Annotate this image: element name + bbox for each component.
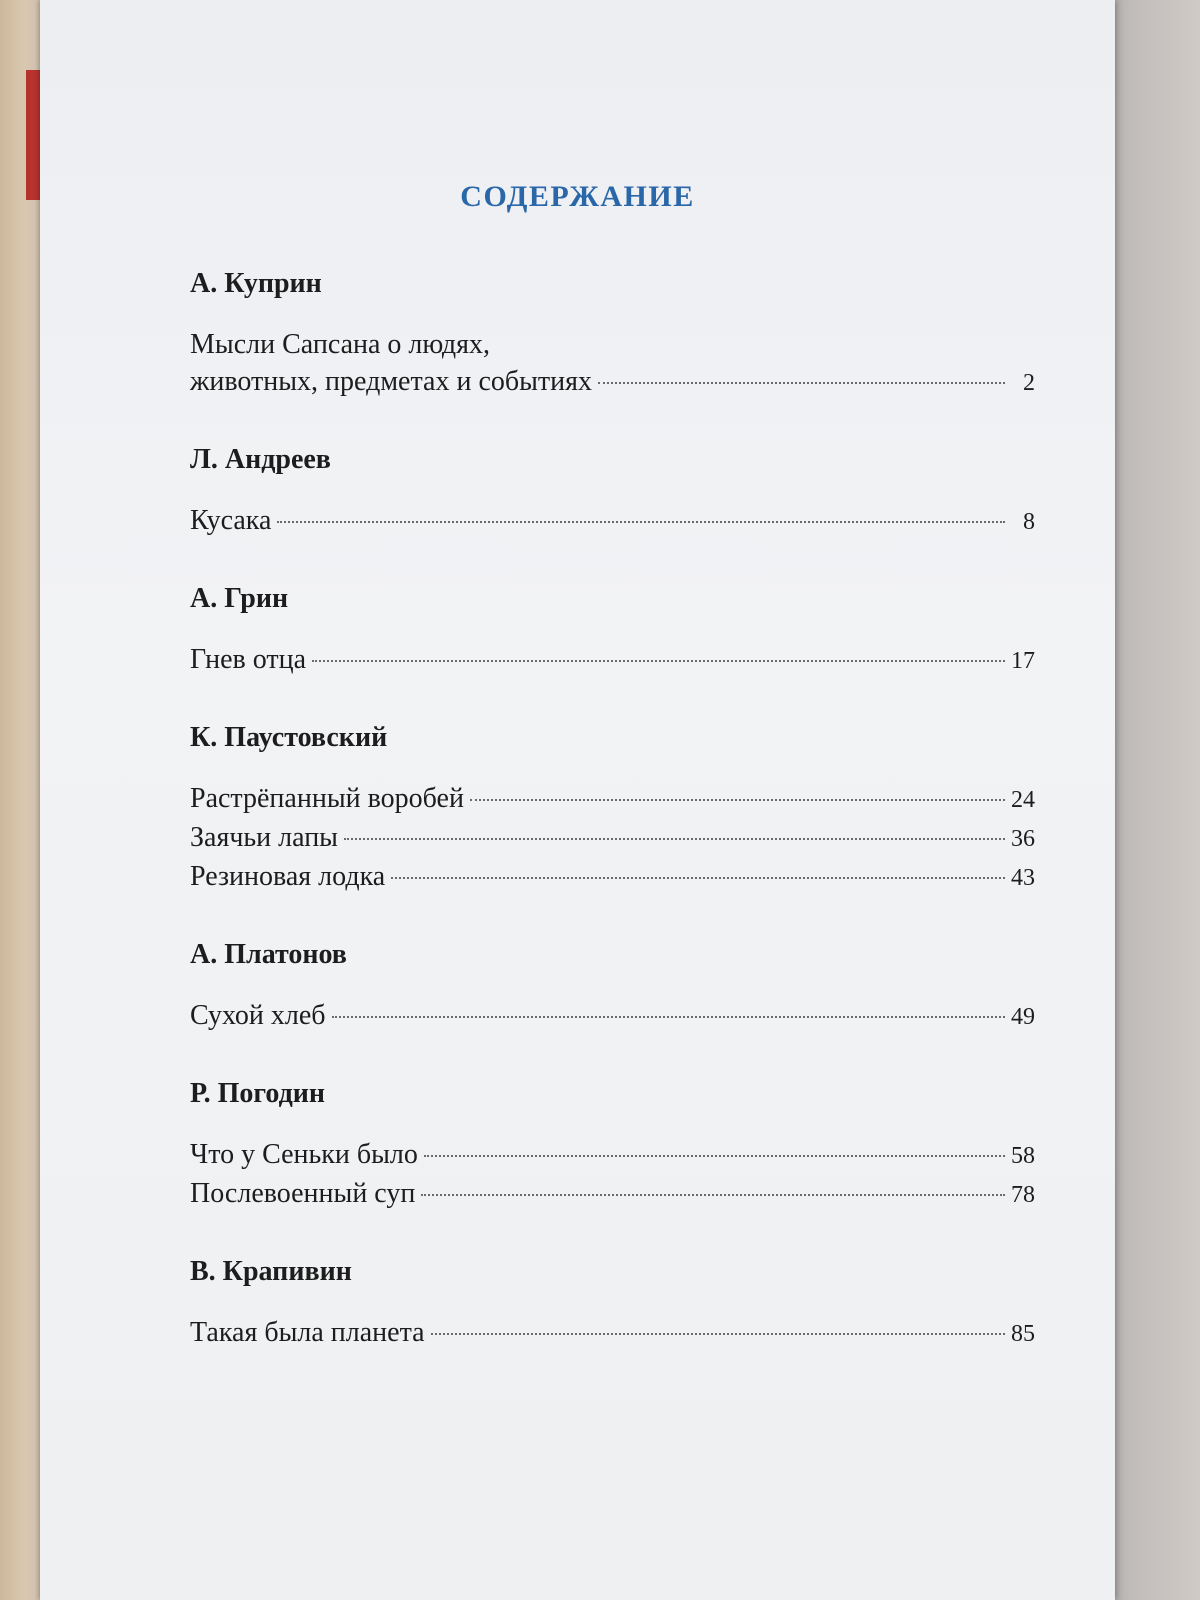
entry-title: животных, предметах и событиях bbox=[190, 366, 593, 397]
page-number: 36 bbox=[1011, 826, 1035, 852]
dot-leader bbox=[391, 877, 1005, 879]
entry-title: Сухой хлеб bbox=[190, 1000, 326, 1031]
toc-section bbox=[190, 266, 1035, 402]
author-name: В. Крапивин bbox=[190, 1256, 352, 1287]
entry-title: Послевоенный суп bbox=[190, 1178, 416, 1209]
author-name: Р. Погодин bbox=[190, 1078, 326, 1109]
page-number: 24 bbox=[1011, 787, 1035, 813]
page-number: 58 bbox=[1011, 1143, 1035, 1169]
toc-entry[interactable] bbox=[190, 1175, 1035, 1214]
page-number: 85 bbox=[1011, 1321, 1035, 1347]
page-number: 49 bbox=[1011, 1004, 1035, 1030]
page-number: 17 bbox=[1011, 648, 1035, 674]
dot-leader bbox=[277, 521, 1005, 523]
toc-entry[interactable] bbox=[190, 1314, 1035, 1353]
entry-title: Заячьи лапы bbox=[190, 822, 338, 853]
toc-entry[interactable] bbox=[190, 780, 1035, 819]
author-name: А. Куприн bbox=[190, 268, 322, 299]
toc-entry[interactable] bbox=[190, 1136, 1035, 1175]
dot-leader bbox=[312, 660, 1005, 662]
toc-entry[interactable] bbox=[190, 858, 1035, 897]
table-of-contents bbox=[190, 266, 1035, 1393]
toc-section bbox=[190, 1254, 1035, 1353]
dot-leader bbox=[431, 1333, 1005, 1335]
author-name: А. Грин bbox=[190, 583, 289, 614]
toc-section bbox=[190, 1076, 1035, 1214]
book-page bbox=[40, 0, 1115, 1600]
entry-title: Растрёпанный воробей bbox=[190, 783, 464, 814]
dot-leader bbox=[344, 838, 1005, 840]
entry-title-line: Мысли Сапсана о людях, bbox=[190, 329, 491, 360]
dot-leader bbox=[332, 1016, 1005, 1018]
book-edge-right bbox=[1100, 0, 1200, 1600]
toc-section bbox=[190, 581, 1035, 680]
dot-leader bbox=[424, 1155, 1005, 1157]
page-number: 8 bbox=[1023, 509, 1035, 535]
toc-entry[interactable] bbox=[190, 502, 1035, 541]
toc-entry[interactable] bbox=[190, 819, 1035, 858]
toc-entry[interactable] bbox=[190, 997, 1035, 1036]
entry-title: Такая была планета bbox=[190, 1317, 425, 1348]
toc-section bbox=[190, 937, 1035, 1036]
page-number: 2 bbox=[1023, 370, 1035, 396]
page-title: СОДЕРЖАНИЕ bbox=[460, 180, 695, 213]
entry-title: Резиновая лодка bbox=[190, 861, 386, 892]
author-name: Л. Андреев bbox=[190, 444, 331, 475]
author-name: К. Паустовский bbox=[190, 722, 388, 753]
page-number: 78 bbox=[1011, 1182, 1035, 1208]
toc-section bbox=[190, 442, 1035, 541]
toc-entry[interactable] bbox=[190, 641, 1035, 680]
author-name: А. Платонов bbox=[190, 939, 347, 970]
toc-entry[interactable] bbox=[190, 363, 1035, 402]
dot-leader bbox=[470, 799, 1005, 801]
entry-title: Гнев отца bbox=[190, 644, 307, 675]
dot-leader bbox=[421, 1194, 1005, 1196]
entry-title: Кусака bbox=[190, 505, 272, 536]
page-number: 43 bbox=[1011, 865, 1035, 891]
entry-title: Что у Сеньки было bbox=[190, 1139, 418, 1170]
toc-section bbox=[190, 720, 1035, 897]
dot-leader bbox=[598, 382, 1005, 384]
